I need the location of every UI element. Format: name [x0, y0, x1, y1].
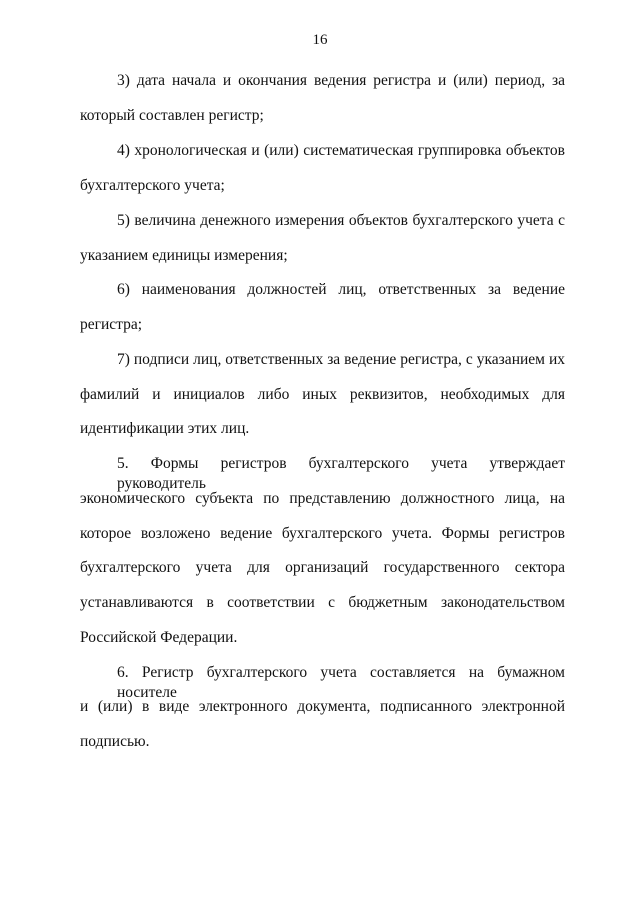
paragraph-line: который составлен регистр; [80, 107, 264, 124]
page-number: 16 [312, 32, 328, 48]
paragraph-line: указанием единицы измерения; [80, 247, 288, 264]
paragraph-line: Российской Федерации. [80, 629, 238, 646]
paragraph-line: которое возложено ведение бухгалтерского учета. Формы регистров [80, 525, 565, 542]
paragraph-line: 3) дата начала и окончания ведения регистра и (или) период, за [117, 72, 565, 89]
paragraph-line: 6. Регистр бухгалтерского учета составляется на бумажном носителе [117, 664, 565, 701]
paragraph-line: 4) хронологическая и (или) систематическая группировка объектов [117, 142, 565, 159]
paragraph-line: экономического субъекта по представлению должностного лица, на [80, 490, 565, 507]
paragraph-line: идентификации этих лиц. [80, 420, 250, 437]
paragraph-line: 5) величина денежного измерения объектов бухгалтерского учета с [117, 212, 565, 229]
paragraph-line: регистра; [80, 316, 143, 333]
paragraph-line: и (или) в виде электронного документа, подписанного электронной [80, 698, 565, 715]
paragraph-line: 5. Формы регистров бухгалтерского учета утверждает руководитель [117, 455, 565, 492]
paragraph-line: фамилий и инициалов либо иных реквизитов, необходимых для [80, 386, 565, 403]
paragraph-line: подписью. [80, 733, 150, 750]
paragraph-line: бухгалтерского учета; [80, 177, 225, 194]
paragraph-line: 6) наименования должностей лиц, ответственных за ведение [117, 281, 565, 298]
paragraph-line: 7) подписи лиц, ответственных за ведение регистра, с указанием их [117, 351, 565, 368]
paragraph-line: устанавливаются в соответствии с бюджетным законодательством [80, 594, 565, 611]
paragraph-line: бухгалтерского учета для организаций государственного сектора [80, 559, 565, 576]
